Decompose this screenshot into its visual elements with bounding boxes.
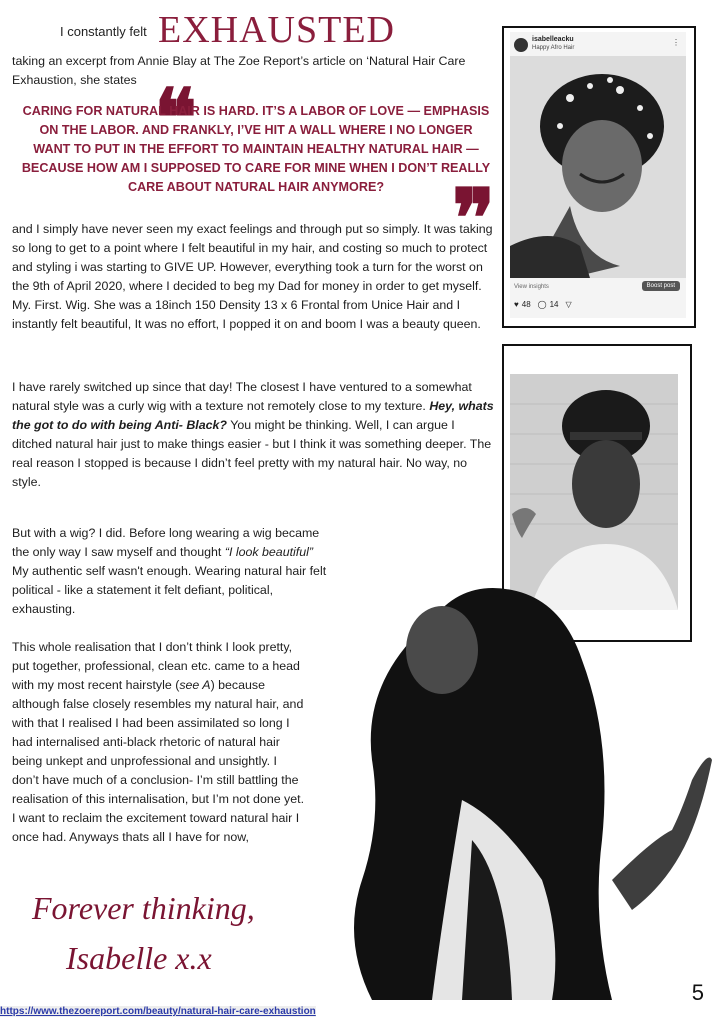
paragraph-4-text: This whole realisation that I don’t think I look pretty, put together, professional, clean etc. came to a head with my most recent hairstyle ( [12,640,300,692]
portrait-cutout [312,580,722,1000]
paragraph-1: and I simply have never seen my exact feelings and through put so simply. It was taking so long to get to a point where I felt beautiful in my hair, and costing so much to protect and styling i was starting to GIVE UP. However, everything took a turn for the worst on the 9th of April 2020, where I decided to beg my Dad for money in order to get myself. My. First. Wig. She was a 18inch 150 Density 13 x 6 Frontal from Unice Hair and I instantly felt beautiful, It was no effort, I popped it on and boom I was a beauty queen. [12,222,493,331]
page-title: EXHAUSTED [158,9,395,51]
signature-line-1: Forever thinking, [32,890,255,926]
figure-illustration [312,580,722,1000]
title-intro: I constantly felt [60,24,147,39]
heart-icon[interactable]: ♥ [514,300,519,309]
close-quote-icon: ❞ [452,176,496,264]
signature-line-2: Isabelle x.x [66,940,212,976]
post-photo [510,56,686,278]
paragraph-3-text: But with a wig? I did. Before long wearing a wig became the only way I saw myself and thought [12,526,320,559]
boost-post-button[interactable]: Boost post [642,281,680,291]
instagram-post-frame [502,26,696,328]
paragraph-3 [12,524,332,619]
avatar[interactable] [514,38,528,52]
portrait-illustration [510,56,686,278]
paragraph-2-rest: You might be thinking. Well, I can argue I ditched natural hair just to make things easier - but I think it was something deeper. The real reason I stopped is because I didn’t feel pretty with my natural hair. No way, no style. [12,418,492,489]
more-icon[interactable]: ⋮ [672,38,680,47]
view-insights-link[interactable]: View insights [514,284,549,290]
page-number: 5 [691,980,704,1005]
comment-icon[interactable]: ◯ [537,300,547,309]
comment-count: 14 [549,300,559,309]
like-count: 48 [521,300,531,309]
selfie-photo [510,374,678,610]
pull-quote: CARING FOR NATURAL HAIR IS HARD. IT’S A LABOR OF LOVE — EMPHASIS ON THE LABOR. AND FRANKLY, I’VE HIT A WALL WHERE I NO LONGER WANT TO PUT IN THE EFFORT TO MAINTAIN HEALTHY NATURAL HAIR — BECAUSE HOW AM I SUPPOSED TO CARE FOR MINE WHEN I DON’T REALLY CARE ABOUT NATURAL HAIR ANYMORE? [21,104,491,194]
instagram-caption: Happy Afro Hair [532,45,575,51]
open-quote-icon: ❝ [154,76,198,164]
paragraph-4-italic: see A [179,678,211,692]
paragraph-3-italic: “I look beautiful” [224,545,314,559]
source-link[interactable]: https://www.thezoereport.com/beauty/natural-hair-care-exhaustion [0,1006,316,1017]
paragraph-2-bold: Hey, whats the got to do with being Anti- Black? [12,399,494,432]
intro-line: taking an excerpt from Annie Blay at The Zoe Report’s article on ‘Natural Hair Care Exhaustion, she states [12,54,466,87]
engagement-bar [514,300,572,309]
instagram-post [510,32,686,318]
paragraph-2 [12,378,494,492]
paragraph-2-text: I have rarely switched up since that day! The closest I have ventured to a somewhat natural style was a curly wig with a texture not remotely close to my texture. [12,380,472,413]
paragraph-3-rest: My authentic self wasn't enough. Wearing natural hair felt political - like a statement it felt defiant, political, exhausting. [12,564,327,616]
send-icon[interactable]: ▽ [565,300,572,309]
paragraph-4-rest: ) because although false closely resembles my natural hair, and with that I realised I had been assimilated so long I had internalised anti-black rhetoric of natural hair being unkept and unprofessional and unsightly. I don’t have much of a conclusion- I’m still battling the realisation of this internalisation, but I’m not done yet. I want to reclaim the excitement toward natural hair I once had. Anyways thats all I have for now, [12,678,305,844]
paragraph-4 [12,638,306,847]
selfie-illustration [510,374,678,610]
instagram-username[interactable]: isabelleacku [532,36,574,43]
